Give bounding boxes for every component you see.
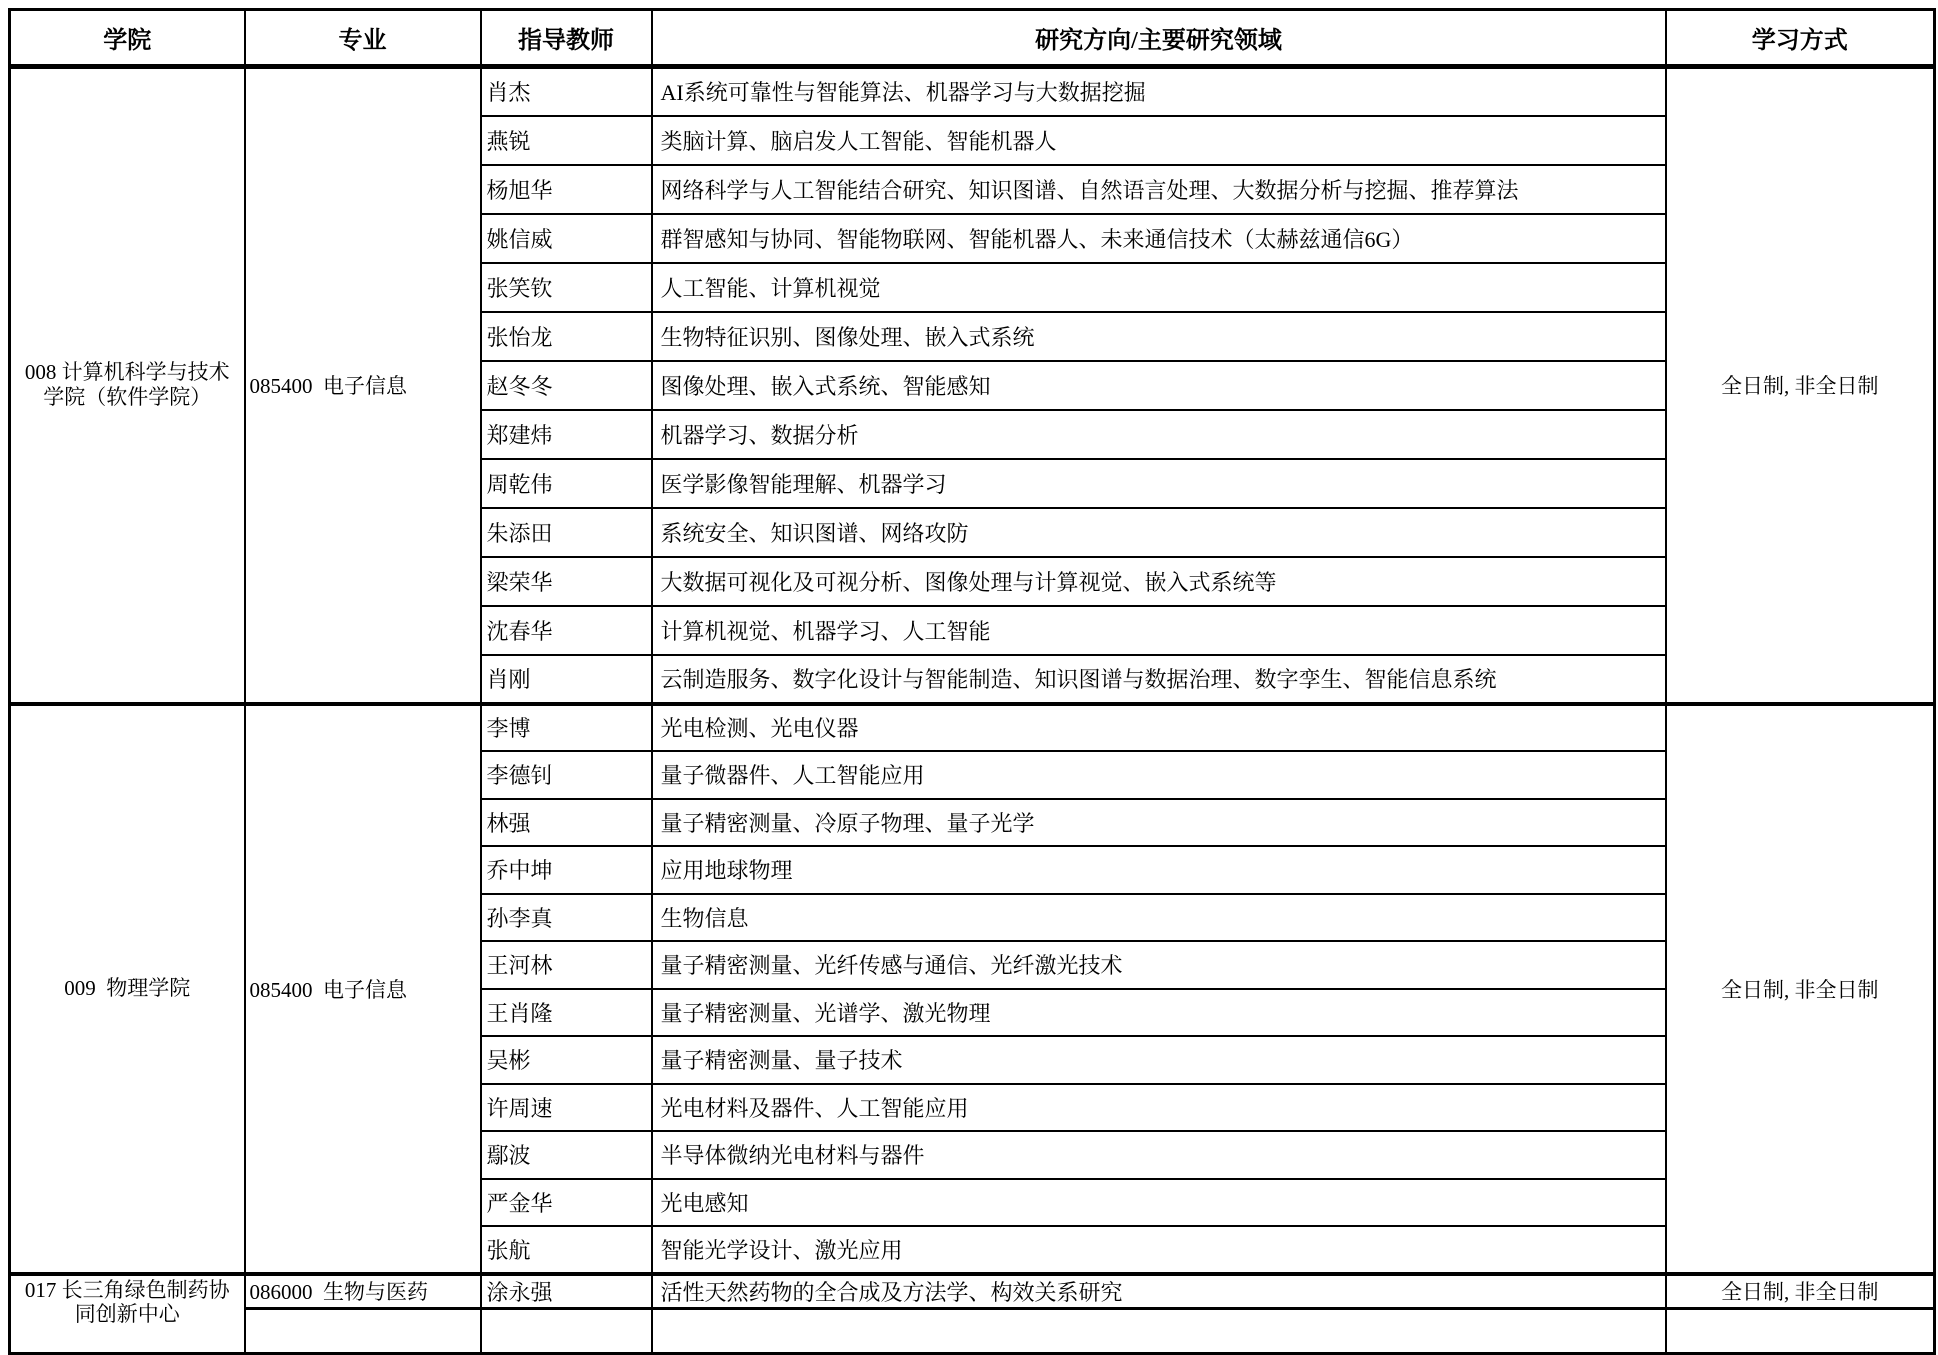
advisor-name-cell: 姚信威: [481, 214, 652, 263]
research-field-cell: 计算机视觉、机器学习、人工智能: [652, 606, 1666, 655]
advisor-name-cell: 周乾伟: [481, 459, 652, 508]
advisor-name-cell: 赵冬冬: [481, 361, 652, 410]
phantom-cell: [481, 1308, 652, 1353]
research-field-cell: 应用地球物理: [652, 846, 1666, 894]
research-field-cell: AI系统可靠性与智能算法、机器学习与大数据挖掘: [652, 67, 1666, 116]
study-mode-cell: 全日制, 非全日制: [1666, 1274, 1935, 1309]
advisor-name-cell: 涂永强: [481, 1274, 652, 1309]
phantom-row: [10, 1308, 1935, 1353]
research-field-cell: 图像处理、嵌入式系统、智能感知: [652, 361, 1666, 410]
section-2: [10, 1274, 1935, 1354]
research-field-cell: 生物信息: [652, 894, 1666, 942]
table-header-row: [10, 10, 1935, 67]
advisor-name-cell: 张笑钦: [481, 263, 652, 312]
research-field-cell: 系统安全、知识图谱、网络攻防: [652, 508, 1666, 557]
research-field-cell: 量子精密测量、冷原子物理、量子光学: [652, 799, 1666, 847]
advisor-name-cell: 张怡龙: [481, 312, 652, 361]
advisor-name-cell: 朱添田: [481, 508, 652, 557]
advisor-name-cell: 鄢波: [481, 1131, 652, 1179]
research-field-cell: 量子精密测量、量子技术: [652, 1036, 1666, 1084]
advisor-name-cell: 李德钊: [481, 751, 652, 799]
advisor-name-cell: 严金华: [481, 1179, 652, 1227]
college-cell: 009 物理学院: [10, 704, 245, 1274]
section-1: [10, 704, 1935, 1274]
research-field-cell: 智能光学设计、激光应用: [652, 1226, 1666, 1274]
major-cell: 086000 生物与医药: [245, 1274, 481, 1309]
research-field-cell: 光电材料及器件、人工智能应用: [652, 1084, 1666, 1132]
research-field-cell: 光电检测、光电仪器: [652, 704, 1666, 752]
advisor-name-cell: 杨旭华: [481, 165, 652, 214]
research-field-cell: 群智感知与协同、智能物联网、智能机器人、未来通信技术（太赫兹通信6G）: [652, 214, 1666, 263]
advisor-name-cell: 张航: [481, 1226, 652, 1274]
header-college: 学院: [10, 10, 245, 67]
research-field-cell: 机器学习、数据分析: [652, 410, 1666, 459]
header-major: 专业: [245, 10, 481, 67]
header-study-mode: 学习方式: [1666, 10, 1935, 67]
study-mode-cell: 全日制, 非全日制: [1666, 704, 1935, 1274]
major-cell: 085400 电子信息: [245, 67, 481, 704]
research-field-cell: 类脑计算、脑启发人工智能、智能机器人: [652, 116, 1666, 165]
advisor-name-cell: 王肖隆: [481, 989, 652, 1037]
research-field-cell: 生物特征识别、图像处理、嵌入式系统: [652, 312, 1666, 361]
study-mode-cell: 全日制, 非全日制: [1666, 67, 1935, 704]
advisor-name-cell: 许周速: [481, 1084, 652, 1132]
research-field-cell: 网络科学与人工智能结合研究、知识图谱、自然语言处理、大数据分析与挖掘、推荐算法: [652, 165, 1666, 214]
advisor-name-cell: 乔中坤: [481, 846, 652, 894]
phantom-cell: [245, 1308, 481, 1353]
advisor-name-cell: 王河林: [481, 941, 652, 989]
research-field-cell: 大数据可视化及可视分析、图像处理与计算视觉、嵌入式系统等: [652, 557, 1666, 606]
college-cell: 008 计算机科学与技术学院（软件学院）: [10, 67, 245, 704]
research-field-cell: 光电感知: [652, 1179, 1666, 1227]
advisor-name-cell: 沈春华: [481, 606, 652, 655]
advisor-name-cell: 梁荣华: [481, 557, 652, 606]
advisor-row: [10, 67, 1935, 116]
phantom-cell: [1666, 1308, 1935, 1353]
research-field-cell: 医学影像智能理解、机器学习: [652, 459, 1666, 508]
advisor-name-cell: 吴彬: [481, 1036, 652, 1084]
advisor-name-cell: 肖杰: [481, 67, 652, 116]
research-field-cell: 量子精密测量、光谱学、激光物理: [652, 989, 1666, 1037]
research-field-cell: 量子微器件、人工智能应用: [652, 751, 1666, 799]
research-field-cell: 量子精密测量、光纤传感与通信、光纤激光技术: [652, 941, 1666, 989]
advisor-name-cell: 郑建炜: [481, 410, 652, 459]
advisor-directory-table: [8, 8, 1936, 1355]
research-field-cell: 云制造服务、数字化设计与智能制造、知识图谱与数据治理、数字孪生、智能信息系统: [652, 655, 1666, 704]
table-header: [10, 10, 1935, 67]
advisor-name-cell: 燕锐: [481, 116, 652, 165]
advisor-name-cell: 林强: [481, 799, 652, 847]
phantom-cell: [652, 1308, 1666, 1353]
advisor-row: [10, 704, 1935, 752]
advisor-row: [10, 1274, 1935, 1309]
section-0: [10, 67, 1935, 704]
major-cell: 085400 电子信息: [245, 704, 481, 1274]
research-field-cell: 人工智能、计算机视觉: [652, 263, 1666, 312]
research-field-cell: 活性天然药物的全合成及方法学、构效关系研究: [652, 1274, 1666, 1309]
header-research: 研究方向/主要研究领域: [652, 10, 1666, 67]
header-advisor: 指导教师: [481, 10, 652, 67]
advisor-name-cell: 李博: [481, 704, 652, 752]
advisor-name-cell: 孙李真: [481, 894, 652, 942]
college-cell: 017 长三角绿色制药协同创新中心: [10, 1274, 245, 1354]
research-field-cell: 半导体微纳光电材料与器件: [652, 1131, 1666, 1179]
advisor-name-cell: 肖刚: [481, 655, 652, 704]
